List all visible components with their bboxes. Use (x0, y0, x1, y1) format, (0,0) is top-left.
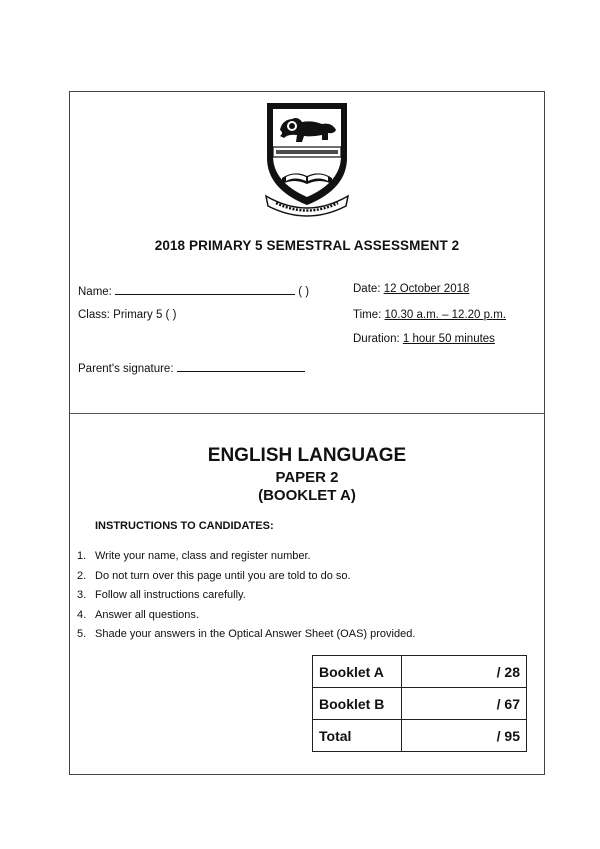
list-item: 5. Shade your answers in the Optical Answer Sheet (OAS) provided. (77, 628, 416, 640)
section-divider (69, 413, 545, 414)
score-total: / 28 (402, 656, 527, 688)
date-field (353, 283, 469, 295)
subject-title: ENGLISH LANGUAGE (207, 445, 407, 466)
name-field (78, 283, 309, 298)
parent-signature-blank[interactable] (177, 360, 305, 372)
duration-value: 1 hour 50 minutes (402, 333, 495, 345)
score-label: Total (313, 720, 402, 752)
list-item: 3. Follow all instructions carefully. (77, 589, 246, 601)
duration-field (353, 333, 495, 345)
instructions-heading: INSTRUCTIONS TO CANDIDATES: (95, 520, 274, 532)
score-total: / 95 (402, 720, 527, 752)
time-label: Time: (353, 309, 382, 321)
list-item: 1. Write your name, class and register number. (77, 550, 311, 562)
score-total: / 67 (402, 688, 527, 720)
parent-signature-label: Parent's signature: (78, 363, 174, 375)
instructions-list (77, 547, 415, 645)
table-row (313, 656, 527, 688)
score-label: Booklet A (313, 656, 402, 688)
time-value: 10.30 a.m. – 12.20 p.m. (384, 309, 506, 321)
score-label: Booklet B (313, 688, 402, 720)
date-label: Date: (353, 283, 381, 295)
score-table (312, 655, 527, 752)
assessment-title: 2018 PRIMARY 5 SEMESTRAL ASSESSMENT 2 (154, 238, 460, 253)
list-item: 2. Do not turn over this page until you are told to do so. (77, 569, 351, 582)
table-row (313, 720, 527, 752)
booklet-label: (BOOKLET A) (258, 487, 356, 504)
list-item: 4. Answer all questions. (77, 608, 199, 621)
parent-signature-field (78, 360, 305, 375)
paper-number: PAPER 2 (275, 469, 339, 486)
school-crest-icon (262, 100, 352, 218)
duration-label: Duration: (353, 333, 400, 345)
time-field (353, 309, 506, 321)
name-label: Name: (78, 286, 112, 298)
table-row (313, 688, 527, 720)
name-blank[interactable] (115, 283, 295, 295)
date-value: 12 October 2018 (383, 283, 470, 295)
class-label: Class: Primary 5 ( ) (78, 309, 177, 321)
register-number-parens: ( ) (298, 286, 310, 298)
